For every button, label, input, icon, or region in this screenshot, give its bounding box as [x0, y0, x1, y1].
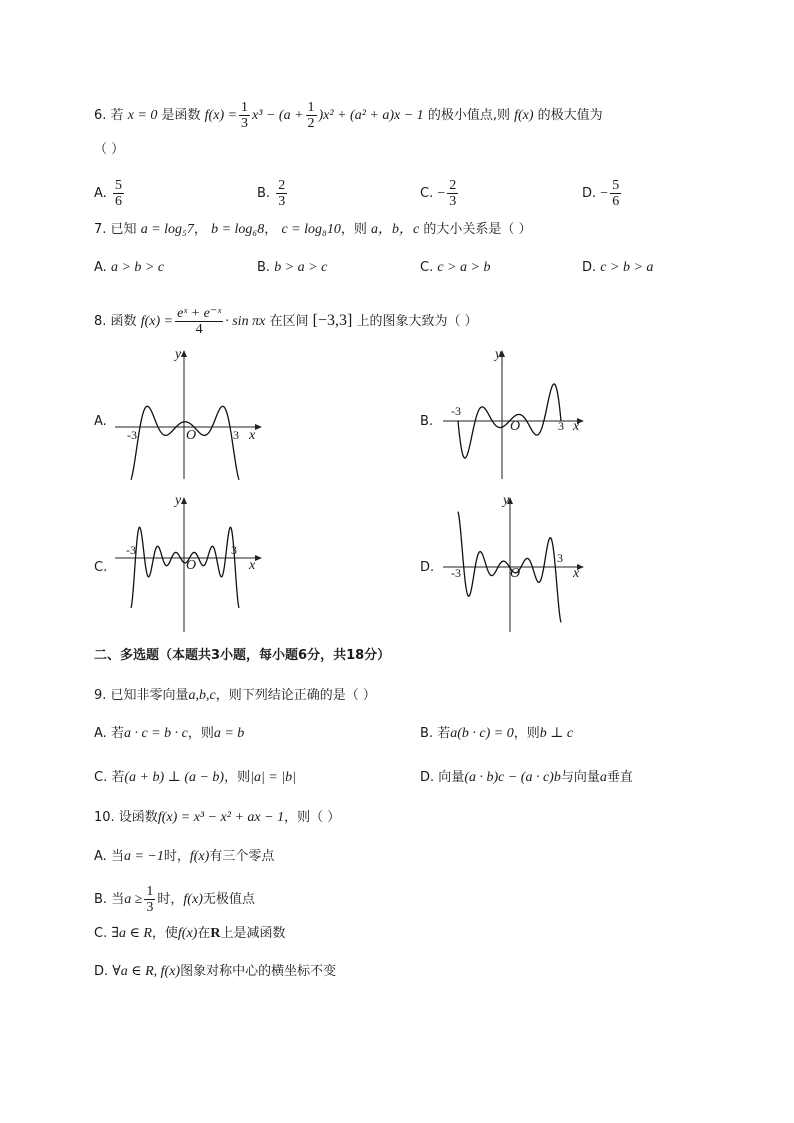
- q7-stem: 7. 已知 a = log₅7， b = log₆8， c = log₈10，则 a，b，c 的大小关系是（ ）: [94, 222, 532, 237]
- graph-c-y-label: y: [175, 493, 182, 508]
- q9-option-b[interactable]: B. 若a(b · c) = 0，则b ⊥ c: [420, 726, 574, 741]
- q10-option-b[interactable]: B. 当a ≥ $\frac{1}{3}$ 时，f(x)无极值点: [94, 884, 255, 915]
- graph-a-origin: O: [186, 428, 197, 443]
- graph-a-curve: [131, 406, 239, 480]
- graph-a-x-arrow: [255, 424, 262, 430]
- graph-b-y-label: y: [495, 347, 502, 362]
- graph-c-pos-tick: 3: [231, 543, 237, 557]
- graph-c-x-arrow: [255, 555, 262, 561]
- graph-d-neg-tick: -3: [451, 566, 461, 580]
- q6-post: 的极小值点,则: [427, 108, 510, 123]
- q6-term2: )x² + (a² + a)x − 1: [318, 108, 424, 123]
- q6-paren: （ ）: [94, 142, 125, 157]
- q7-option-c[interactable]: C. c > a > b: [420, 260, 491, 275]
- graph-b-label[interactable]: B.: [420, 414, 434, 429]
- q10-func: f(x) = x³ − x² + ax − 1: [157, 810, 285, 825]
- q8-stem: 8. 函数 f(x) = $\frac{\text{eˣ + e⁻ˣ}}{4}$ · sin πx 在区间 [−3,3] 上的图象大致为（ ）: [94, 306, 478, 337]
- graph-b-origin: O: [510, 419, 521, 434]
- q9-vectors: a,b,c: [188, 688, 216, 703]
- graph-d-label[interactable]: D.: [420, 560, 435, 575]
- graph-c-curve: [131, 527, 239, 608]
- q6-fx: f(x): [514, 108, 534, 123]
- q7-vars: a，b，c: [371, 222, 420, 237]
- graph-b-x-label: x: [573, 419, 580, 434]
- q10-option-c[interactable]: C. ∃a ∈ R，使f(x)在R上是减函数: [94, 926, 286, 941]
- graph-b-pos-tick: 3: [558, 419, 564, 433]
- q9-stem: 9. 已知非零向量a,b,c，则下列结论正确的是（ ）: [94, 688, 376, 703]
- q8-frac: $\frac{\text{eˣ + e⁻ˣ}}{4}$: [177, 306, 222, 337]
- graph-a-neg-tick: -3: [127, 428, 137, 442]
- graph-a-y-arrow: [181, 350, 187, 357]
- q9-option-a[interactable]: A. 若a · c = b · c，则a = b: [94, 726, 245, 741]
- q6-pre: 若: [110, 108, 124, 123]
- graph-b: [443, 345, 603, 485]
- q6-frac2: $\frac{1}{2}$: [307, 100, 315, 131]
- q6-func: f(x) =: [204, 108, 238, 123]
- q7-c: c = log₈10: [281, 222, 341, 237]
- q7-b: b = log₆8: [211, 222, 265, 237]
- q6-post2: 的极大值为: [537, 108, 603, 123]
- q7-option-d[interactable]: D. c > b > a: [582, 260, 654, 275]
- graph-c-origin: O: [186, 558, 197, 573]
- graph-d: [443, 490, 603, 635]
- graph-d-pos-tick: 3: [557, 551, 563, 565]
- graph-b-neg-tick: -3: [451, 404, 461, 418]
- q9-option-c[interactable]: C. 若(a + b) ⊥ (a − b)，则|a| = |b|: [94, 770, 296, 785]
- q7-option-b[interactable]: B. b > a > c: [257, 260, 328, 275]
- q6-number: 6.: [94, 108, 107, 123]
- section2-title: 二、多选题（本题共3小题，每小题6分，共18分）: [94, 648, 391, 663]
- graph-c-x-label: x: [249, 558, 256, 573]
- q7-option-a[interactable]: A. a > b > c: [94, 260, 165, 275]
- graph-d-origin: O: [510, 566, 521, 581]
- graph-a: [115, 345, 275, 485]
- q6-option-c[interactable]: C. − $\frac{2}{3}$: [420, 178, 457, 209]
- q6-frac1: $\frac{1}{3}$: [241, 100, 249, 131]
- q10-stem: 10. 设函数f(x) = x³ − x² + ax − 1，则（ ）: [94, 810, 341, 825]
- q9-option-d[interactable]: D. 向量(a · b)c − (a · c)b与向量a垂直: [420, 770, 633, 785]
- graph-a-pos-tick: 3: [233, 428, 239, 442]
- q6-term1: x³ − (a +: [252, 108, 304, 123]
- q10-option-d[interactable]: D. ∀a ∈ R, f(x)图象对称中心的横坐标不变: [94, 964, 337, 979]
- graph-c-neg-tick: -3: [126, 543, 136, 557]
- q8-interval: [−3,3]: [312, 312, 353, 329]
- q6-option-d[interactable]: D. − $\frac{5}{6}$: [582, 178, 620, 209]
- graph-d-y-label: y: [503, 493, 510, 508]
- q6-option-b[interactable]: B. $\frac{2}{3}$: [257, 178, 286, 209]
- q7-a: a = log₅7: [140, 222, 194, 237]
- q10-option-a[interactable]: A. 当a = −1时，f(x)有三个零点: [94, 849, 275, 864]
- graph-c-label[interactable]: C.: [94, 560, 108, 575]
- graph-a-y-label: y: [175, 347, 182, 362]
- graph-d-x-label: x: [573, 566, 580, 581]
- q6-mid: 是函数: [161, 108, 201, 123]
- graph-c-y-arrow: [181, 497, 187, 504]
- graph-a-x-label: x: [249, 428, 256, 443]
- q6-condition: x = 0: [127, 108, 158, 123]
- q6-option-a[interactable]: A. $\frac{5}{6}$: [94, 178, 122, 209]
- graph-a-label[interactable]: A.: [94, 414, 107, 429]
- q6-stem: [94, 100, 603, 131]
- q8-func: f(x) =: [140, 314, 174, 329]
